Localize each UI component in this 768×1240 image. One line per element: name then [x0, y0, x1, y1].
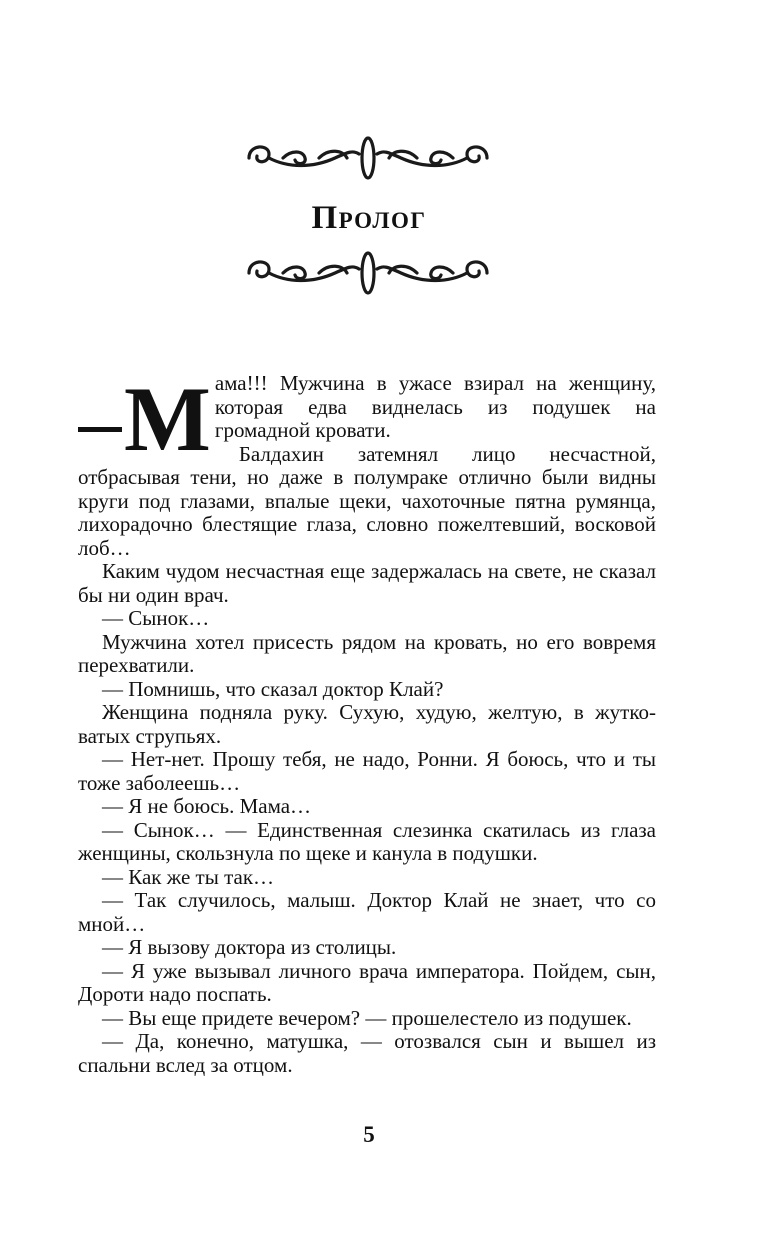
paragraph: Женщина подняла руку. Сухую, худую, желтую, в жутковатых струпьях.	[78, 700, 656, 748]
page-number: 5	[363, 1122, 375, 1147]
paragraph: — Я уже вызывал личного врача императора. Пойдем, сын, Дороти надо поспать.	[78, 958, 656, 1006]
flourish-icon	[243, 130, 493, 186]
body-text	[78, 368, 656, 1077]
paragraph: — Я не боюсь. Мама…	[102, 794, 312, 818]
dropcap-letter: М	[124, 368, 211, 470]
first-paragraph	[78, 368, 656, 470]
chapter-title: Пролог	[311, 200, 427, 236]
paragraph: — Нет-нет. Прошу тебя, не надо, Ронни. Я боюсь, что и ты тоже заболеешь…	[78, 747, 656, 795]
flourish-icon	[243, 245, 493, 301]
ornament-bottom	[243, 245, 493, 301]
paragraph: — Сынок…	[102, 606, 210, 630]
paragraph: Мужчина хотел присесть рядом на кровать, но его вовремя перехватили.	[78, 629, 656, 677]
paragraph: Каким чудом несчастная еще задержалась на свете, не сказал бы ни один врач.	[78, 559, 656, 607]
paragraph: — Помнишь, что сказал доктор Клай?	[102, 676, 444, 701]
paragraph: — Сынок… — Единственная слезинка скатилась из глаза женщины, скользнула по щеке и канула в подушки.	[78, 817, 656, 865]
dropcap	[78, 368, 211, 470]
dropcap-dash	[78, 427, 122, 432]
paragraph: — Так случилось, малыш. Доктор Клай не знает, что со мной…	[78, 888, 656, 936]
paragraph: — Да, конечно, матушка, — отозвался сын и вышел из спальни вслед за отцом.	[78, 1029, 656, 1077]
paragraph: — Вы еще придете вечером? — прошелестело из подушек.	[102, 1005, 632, 1030]
paragraph: — Как же ты так…	[102, 864, 275, 889]
paragraph: — Я вызову доктора из столицы.	[102, 935, 397, 959]
ornament-top	[243, 130, 493, 186]
first-paragraph-text: ама!!! Мужчина в ужасе взирал на женщину, которая едва виднелась из подушек на громадной кровати.	[214, 371, 656, 442]
paragraph: Балдахин затемнял лицо несчастной, отбрасывая тени, но даже в полумраке отлично были видны круги под глазами, впалые щеки, чахоточные пятна румянца, лихорадочно блестящие глаза, словно пожелтевший, восковой лоб…	[78, 441, 656, 560]
